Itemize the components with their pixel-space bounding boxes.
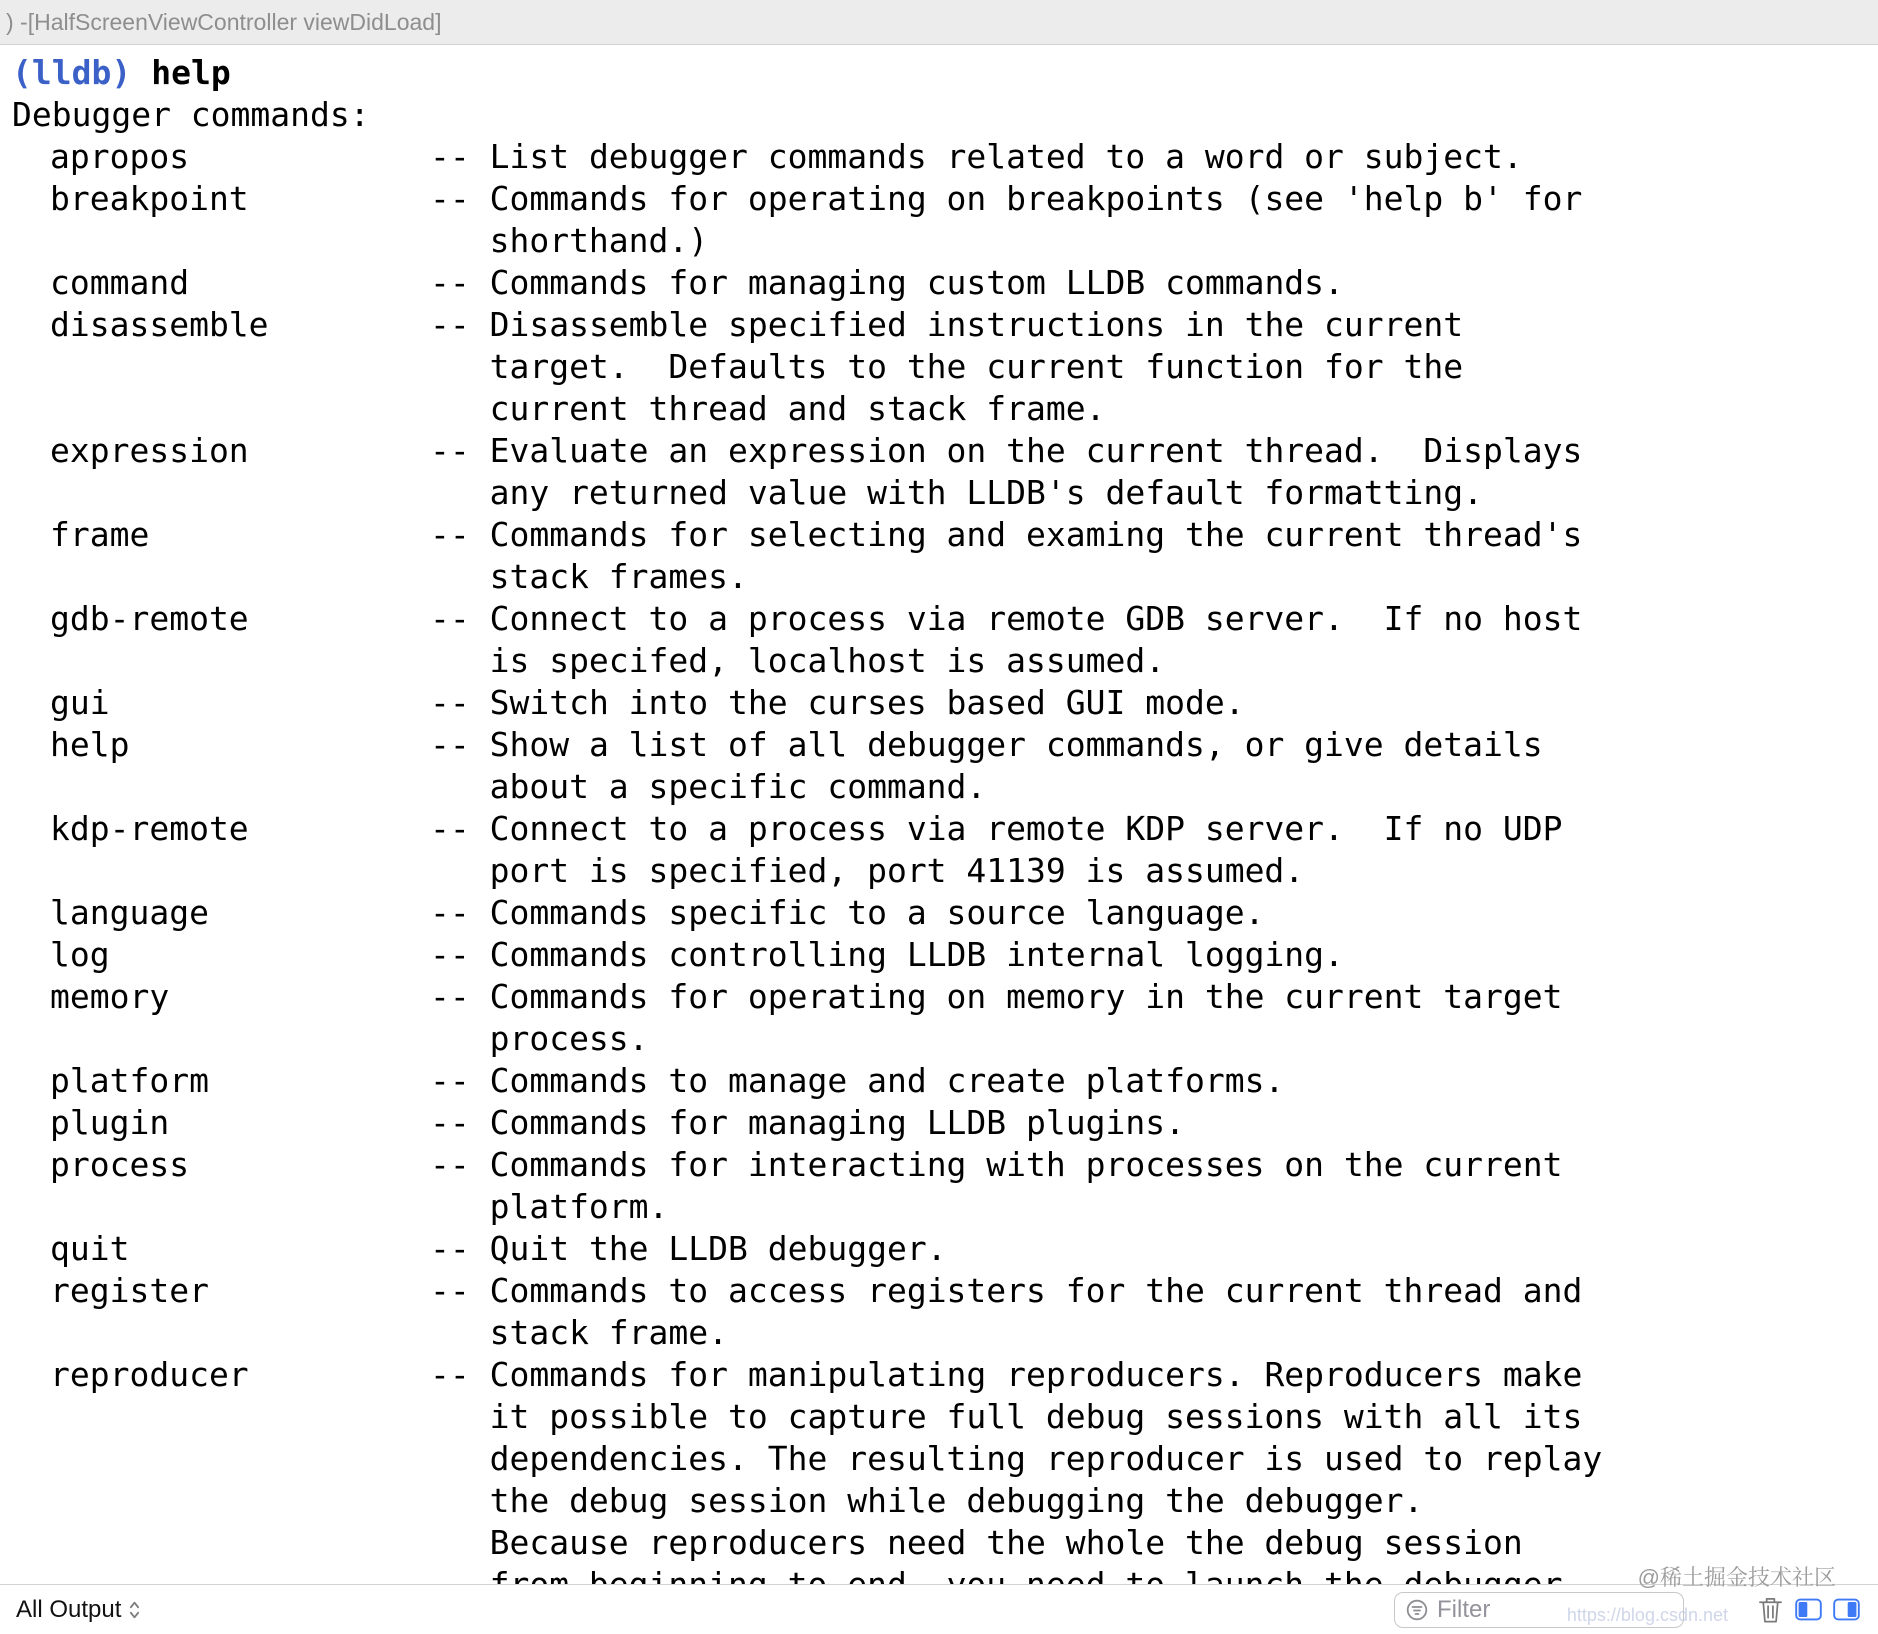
console-output[interactable] bbox=[0, 46, 1878, 1584]
command-name: apropos bbox=[50, 137, 190, 176]
all-output-dropdown[interactable] bbox=[16, 1596, 141, 1624]
command-row bbox=[12, 304, 1878, 430]
command-row bbox=[12, 1270, 1878, 1354]
popup-chevrons-icon bbox=[128, 1599, 141, 1621]
filter-input[interactable] bbox=[1437, 1596, 1673, 1624]
command-description: -- Commands for selecting and examing the current thread's stack frames. bbox=[430, 515, 1583, 596]
command-row bbox=[12, 136, 1878, 178]
command-name: gdb-remote bbox=[50, 599, 249, 638]
bottom-bar-right-controls bbox=[1394, 1592, 1860, 1628]
command-row bbox=[12, 514, 1878, 598]
command-name: reproducer bbox=[50, 1355, 249, 1394]
variables-view-icon bbox=[1795, 1598, 1822, 1621]
command-row bbox=[12, 892, 1878, 934]
command-description: -- Commands for manipulating reproducers. Reproducers make it possible to capture full debug sessions with all its dependencies. The resulting reproducer is used to replay the debug session while debugging the debugger. Because reproducers need the whole the debug session bbox=[430, 1355, 1603, 1562]
command-name: help bbox=[50, 725, 130, 764]
bottom-bar bbox=[0, 1584, 1878, 1634]
command-name: log bbox=[50, 935, 110, 974]
variables-view-toggle[interactable] bbox=[1795, 1598, 1822, 1621]
command-row bbox=[12, 1060, 1878, 1102]
command-description: -- Commands for managing LLDB plugins. bbox=[430, 1103, 1185, 1142]
debugger-commands-header: Debugger commands: bbox=[12, 95, 370, 134]
prompt-line bbox=[12, 52, 1878, 94]
command-name: platform bbox=[50, 1061, 209, 1100]
command-name: frame bbox=[50, 515, 150, 554]
command-description: -- Commands for operating on breakpoints (see 'help b' for shorthand.) bbox=[430, 179, 1583, 260]
command-row bbox=[12, 808, 1878, 892]
command-description: -- Commands to manage and create platforms. bbox=[430, 1061, 1285, 1100]
command-description: -- Switch into the curses based GUI mode. bbox=[430, 683, 1245, 722]
command-row bbox=[12, 1228, 1878, 1270]
command-row bbox=[12, 178, 1878, 262]
command-name: disassemble bbox=[50, 305, 269, 344]
filter-icon bbox=[1405, 1598, 1429, 1622]
command-row bbox=[12, 682, 1878, 724]
command-description: -- List debugger commands related to a word or subject. bbox=[430, 137, 1523, 176]
command-description: -- Commands for operating on memory in the current target process. bbox=[430, 977, 1563, 1058]
command-description: -- Show a list of all debugger commands, or give details about a specific command. bbox=[430, 725, 1543, 806]
command-description: -- Commands specific to a source language. bbox=[430, 893, 1265, 932]
command-name: process bbox=[50, 1145, 190, 1184]
watermark-url: https://blog.csdn.net bbox=[1566, 1605, 1728, 1625]
command-name: breakpoint bbox=[50, 179, 249, 218]
command-row bbox=[12, 724, 1878, 808]
lldb-prompt: (lldb) bbox=[12, 53, 132, 92]
command-description: -- Connect to a process via remote KDP server. If no UDP port is specified, port 41139 is assumed. bbox=[430, 809, 1563, 890]
command-list bbox=[12, 136, 1878, 1606]
trash-icon bbox=[1757, 1595, 1784, 1625]
console-view-toggle[interactable] bbox=[1833, 1598, 1860, 1621]
command-description: -- Evaluate an expression on the current thread. Displays any returned value with LLDB's default formatting. bbox=[430, 431, 1583, 512]
command-row bbox=[12, 262, 1878, 304]
command-name: language bbox=[50, 893, 209, 932]
command-row bbox=[12, 598, 1878, 682]
command-name: register bbox=[50, 1271, 209, 1310]
command-row bbox=[12, 1144, 1878, 1228]
command-row bbox=[12, 430, 1878, 514]
console-view-icon bbox=[1833, 1598, 1860, 1621]
command-description: -- Commands for interacting with processes on the current platform. bbox=[430, 1145, 1563, 1226]
command-name: memory bbox=[50, 977, 170, 1016]
watermark: @稀土掘金技术社区 bbox=[1637, 1565, 1836, 1590]
command-name: quit bbox=[50, 1229, 130, 1268]
command-name: command bbox=[50, 263, 190, 302]
all-output-label: All Output bbox=[16, 1595, 122, 1623]
command-description: -- Commands controlling LLDB internal logging. bbox=[430, 935, 1344, 974]
command-name: kdp-remote bbox=[50, 809, 249, 848]
clear-console-button[interactable] bbox=[1757, 1595, 1784, 1625]
command-row bbox=[12, 1102, 1878, 1144]
command-description: -- Commands to access registers for the current thread and stack frame. bbox=[430, 1271, 1583, 1352]
filter-field[interactable] bbox=[1394, 1592, 1684, 1628]
command-row bbox=[12, 934, 1878, 976]
jump-bar-title: ) -[HalfScreenViewController viewDidLoad] bbox=[6, 8, 442, 35]
jump-bar[interactable] bbox=[0, 0, 1878, 45]
command-name: plugin bbox=[50, 1103, 170, 1142]
command-description: -- Quit the LLDB debugger. bbox=[430, 1229, 947, 1268]
command-description: -- Connect to a process via remote GDB server. If no host is specifed, localhost is assumed. bbox=[430, 599, 1583, 680]
command-name: expression bbox=[50, 431, 249, 470]
command-name: gui bbox=[50, 683, 110, 722]
command-row bbox=[12, 1354, 1878, 1606]
command-description: -- Disassemble specified instructions in the current target. Defaults to the current function for the current thread and stack frame. bbox=[430, 305, 1464, 428]
command-description: -- Commands for managing custom LLDB commands. bbox=[430, 263, 1344, 302]
user-command: help bbox=[151, 53, 231, 92]
command-row bbox=[12, 976, 1878, 1060]
